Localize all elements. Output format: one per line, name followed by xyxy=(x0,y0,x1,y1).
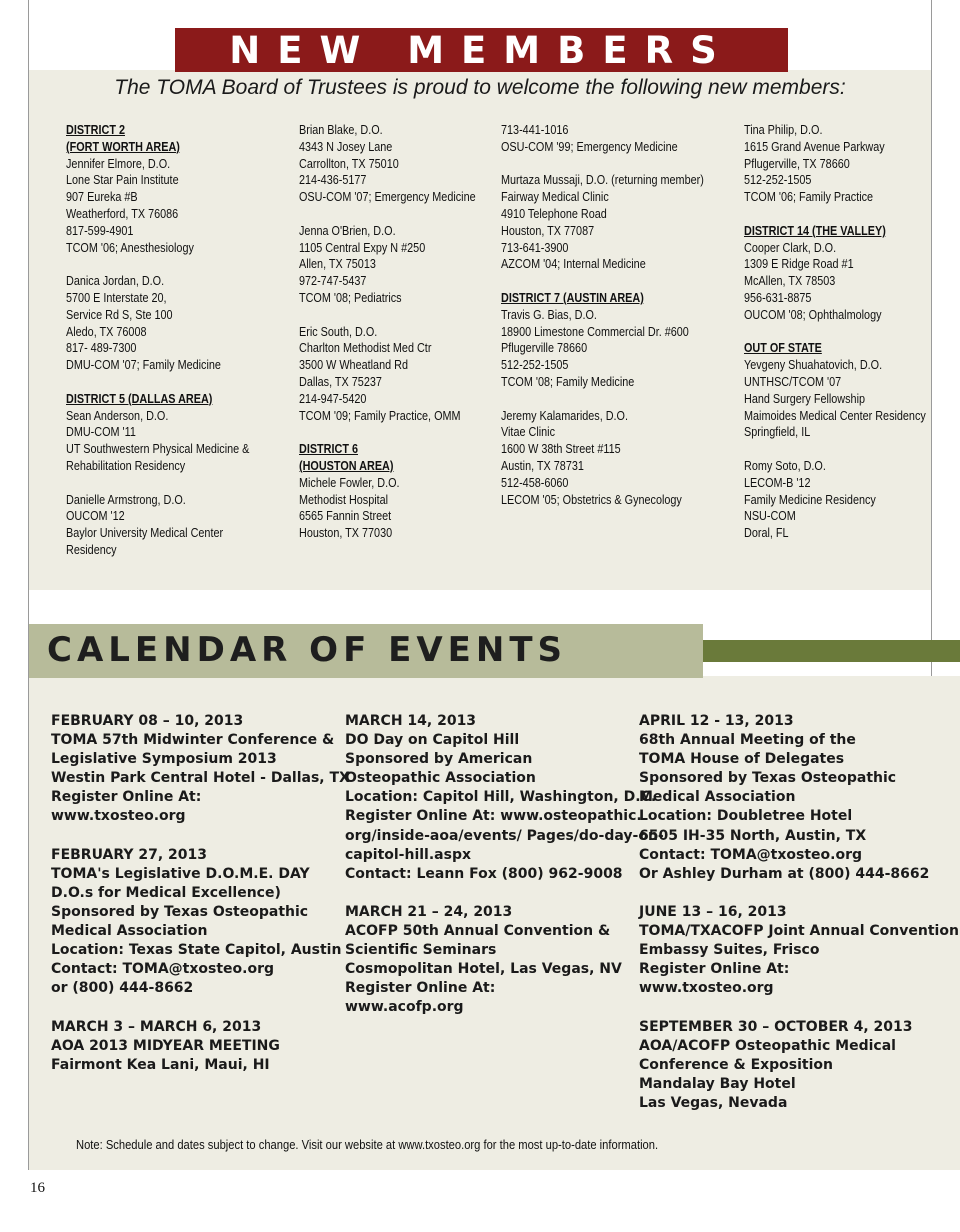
event-line: Conference & Exposition xyxy=(639,1056,834,1073)
spacer xyxy=(66,374,249,391)
event-line: JUNE 13 – 16, 2013 xyxy=(639,903,787,920)
spacer xyxy=(299,206,476,223)
event-line: Register Online At: xyxy=(51,789,202,806)
calendar-note: Note: Schedule and dates subject to change. Visit our website at www.txosteo.org for the most up-to-date information. xyxy=(76,1137,659,1152)
member-line: UT Southwestern Physical Medicine & xyxy=(66,442,250,457)
member-line: OUCOM '08; Ophthalmology xyxy=(744,307,882,322)
new-members-subtitle: The TOMA Board of Trustees is proud to welcome the following new members: xyxy=(114,76,846,99)
member-line: DMU-COM '07; Family Medicine xyxy=(66,358,221,373)
member-line: Sean Anderson, D.O. xyxy=(66,408,169,423)
member-line: Charlton Methodist Med Ctr xyxy=(299,341,432,356)
new-members-banner: NEW MEMBERS xyxy=(175,28,788,72)
event-line: TOMA's Legislative D.O.M.E. DAY xyxy=(51,865,310,882)
member-line: TCOM '09; Family Practice, OMM xyxy=(299,408,461,423)
member-line: Dallas, TX 75237 xyxy=(299,374,382,389)
member-line: Eric South, D.O. xyxy=(299,324,378,339)
spacer xyxy=(639,998,959,1017)
spacer xyxy=(501,391,704,408)
event-line: MARCH 3 – MARCH 6, 2013 xyxy=(51,1018,262,1035)
spacer xyxy=(345,884,664,903)
new-members-column-1 xyxy=(66,122,249,559)
district-heading: (FORT WORTH AREA) xyxy=(66,139,180,154)
member-line: 1105 Central Expy N #250 xyxy=(299,240,426,255)
member-line: 512-252-1505 xyxy=(501,358,569,373)
spacer xyxy=(51,827,350,846)
spacer xyxy=(501,273,704,290)
event-line: Location: Texas State Capitol, Austin xyxy=(51,942,342,959)
event-line: Medical Association xyxy=(51,923,208,940)
event-line: FEBRUARY 08 – 10, 2013 xyxy=(51,713,244,729)
event-line: Register Online At: xyxy=(345,980,496,997)
event-line: Sponsored by American xyxy=(345,751,533,768)
event-line: Osteopathic Association xyxy=(345,770,536,787)
member-line: Travis G. Bias, D.O. xyxy=(501,307,597,322)
event-line: TOMA House of Delegates xyxy=(639,751,845,768)
member-line: AZCOM '04; Internal Medicine xyxy=(501,257,646,272)
district-heading: OUT OF STATE xyxy=(744,341,822,356)
member-line: Jeremy Kalamarides, D.O. xyxy=(501,408,628,423)
event-line: TOMA 57th Midwinter Conference & xyxy=(51,732,335,749)
event-line: MARCH 21 – 24, 2013 xyxy=(345,903,513,920)
member-line: Michele Fowler, D.O. xyxy=(299,475,400,490)
event-line: Medical Association xyxy=(639,789,796,806)
district-heading: DISTRICT 14 (THE VALLEY) xyxy=(744,223,886,238)
event-line: capitol-hill.aspx xyxy=(345,846,471,863)
member-line: LECOM '05; Obstetrics & Gynecology xyxy=(501,492,682,507)
spacer xyxy=(501,156,704,173)
member-line: 512-252-1505 xyxy=(744,173,812,188)
member-line: 6565 Fannin Street xyxy=(299,509,392,524)
member-line: TCOM '08; Family Medicine xyxy=(501,374,635,389)
member-line: Springfield, IL xyxy=(744,425,811,440)
member-line: Weatherford, TX 76086 xyxy=(66,206,179,221)
district-heading: DISTRICT 5 (DALLAS AREA) xyxy=(66,391,213,406)
calendar-column-3 xyxy=(639,712,959,1113)
event-line: AOA 2013 MIDYEAR MEETING xyxy=(51,1037,280,1054)
event-line: Register Online At: www.osteopathic. xyxy=(345,808,642,825)
event-line: Contact: TOMA@txosteo.org xyxy=(639,846,863,863)
event-line: APRIL 12 - 13, 2013 xyxy=(639,713,794,729)
spacer xyxy=(51,998,350,1017)
member-line: 956-631-8875 xyxy=(744,290,812,305)
member-line: 4343 N Josey Lane xyxy=(299,139,393,154)
calendar-column-1 xyxy=(51,712,350,1075)
district-heading: (HOUSTON AREA) xyxy=(299,458,394,473)
event-line: Location: Doubletree Hotel xyxy=(639,808,853,825)
member-line: 214-947-5420 xyxy=(299,391,367,406)
member-line: 713-641-3900 xyxy=(501,240,569,255)
member-line: 1309 E Ridge Road #1 xyxy=(744,257,854,272)
district-heading: DISTRICT 6 xyxy=(299,442,358,457)
district-heading: DISTRICT 2 xyxy=(66,123,125,137)
member-line: 214-436-5177 xyxy=(299,173,367,188)
spacer xyxy=(639,884,959,903)
event-line: Westin Park Central Hotel - Dallas, TX xyxy=(51,770,350,787)
member-line: Tina Philip, D.O. xyxy=(744,123,823,137)
calendar-accent-stripe xyxy=(703,640,960,662)
member-line: Service Rd S, Ste 100 xyxy=(66,307,173,322)
event-line: FEBRUARY 27, 2013 xyxy=(51,846,208,863)
event-line: or (800) 444-8662 xyxy=(51,980,194,997)
spacer xyxy=(299,307,476,324)
member-line: OSU-COM '99; Emergency Medicine xyxy=(501,139,678,154)
district-heading: DISTRICT 7 (AUSTIN AREA) xyxy=(501,290,644,305)
member-line: Danica Jordan, D.O. xyxy=(66,274,165,289)
member-line: Aledo, TX 76008 xyxy=(66,324,147,339)
member-line: TCOM '06; Anesthesiology xyxy=(66,240,194,255)
member-line: Houston, TX 77030 xyxy=(299,526,393,541)
member-line: 18900 Limestone Commercial Dr. #600 xyxy=(501,324,689,339)
event-line: DO Day on Capitol Hill xyxy=(345,732,520,749)
spacer xyxy=(744,441,926,458)
member-line: 1600 W 38th Street #115 xyxy=(501,442,621,457)
event-line: Mandalay Bay Hotel xyxy=(639,1075,796,1092)
member-line: Fairway Medical Clinic xyxy=(501,190,609,205)
member-line: TCOM '08; Pediatrics xyxy=(299,290,402,305)
member-line: Austin, TX 78731 xyxy=(501,458,584,473)
event-line: TOMA/TXACOFP Joint Annual Convention xyxy=(639,923,959,940)
member-line: Baylor University Medical Center xyxy=(66,526,224,541)
spacer xyxy=(744,324,926,341)
member-line: Pflugerville, TX 78660 xyxy=(744,156,850,171)
member-line: 972-747-5437 xyxy=(299,274,367,289)
new-members-column-4 xyxy=(744,122,926,542)
member-line: Danielle Armstrong, D.O. xyxy=(66,492,186,507)
calendar-title: CALENDAR OF EVENTS xyxy=(47,630,568,670)
spacer xyxy=(66,475,249,492)
event-line: Register Online At: xyxy=(639,961,790,978)
event-line: www.txosteo.org xyxy=(639,980,774,997)
event-line: Contact: TOMA@txosteo.org xyxy=(51,961,275,978)
member-line: OUCOM '12 xyxy=(66,509,125,524)
member-line: 713-441-1016 xyxy=(501,123,569,137)
spacer xyxy=(66,256,249,273)
event-line: Contact: Leann Fox (800) 962-9008 xyxy=(345,865,623,882)
event-line: org/inside-aoa/events/ Pages/do-day-on- xyxy=(345,827,664,844)
member-line: Pflugerville 78660 xyxy=(501,341,588,356)
member-line: Carrollton, TX 75010 xyxy=(299,156,399,171)
member-line: TCOM '06; Family Practice xyxy=(744,190,874,205)
member-line: Jennifer Elmore, D.O. xyxy=(66,156,171,171)
member-line: 817- 489-7300 xyxy=(66,341,137,356)
member-line: Family Medicine Residency xyxy=(744,492,876,507)
member-line: 512-458-6060 xyxy=(501,475,569,490)
member-line: 817-599-4901 xyxy=(66,223,134,238)
member-line: Houston, TX 77087 xyxy=(501,223,595,238)
event-line: 6505 IH-35 North, Austin, TX xyxy=(639,827,867,844)
member-line: Allen, TX 75013 xyxy=(299,257,376,272)
event-line: MARCH 14, 2013 xyxy=(345,713,477,729)
member-line: Methodist Hospital xyxy=(299,492,389,507)
member-line: 5700 E Interstate 20, xyxy=(66,290,167,305)
event-line: Embassy Suites, Frisco xyxy=(639,942,820,959)
event-line: AOA/ACOFP Osteopathic Medical xyxy=(639,1037,896,1054)
event-line: www.acofp.org xyxy=(345,999,464,1016)
member-line: DMU-COM '11 xyxy=(66,425,136,440)
member-line: 3500 W Wheatland Rd xyxy=(299,358,408,373)
member-line: Yevgeny Shuahatovich, D.O. xyxy=(744,358,883,373)
event-line: Legislative Symposium 2013 xyxy=(51,751,277,768)
member-line: Residency xyxy=(66,542,117,557)
event-line: Sponsored by Texas Osteopathic xyxy=(51,903,309,920)
member-line: Hand Surgery Fellowship xyxy=(744,391,866,406)
member-line: Murtaza Mussaji, D.O. (returning member) xyxy=(501,173,704,188)
calendar-column-2 xyxy=(345,712,664,1018)
member-line: Romy Soto, D.O. xyxy=(744,458,826,473)
event-line: www.txosteo.org xyxy=(51,808,186,825)
event-line: Location: Capitol Hill, Washington, D.C. xyxy=(345,789,657,806)
member-line: 4910 Telephone Road xyxy=(501,206,607,221)
member-line: Cooper Clark, D.O. xyxy=(744,240,837,255)
member-line: Maimoides Medical Center Residency xyxy=(744,408,926,423)
event-line: Fairmont Kea Lani, Maui, HI xyxy=(51,1056,270,1073)
member-line: Lone Star Pain Institute xyxy=(66,173,179,188)
member-line: NSU-COM xyxy=(744,509,796,524)
page-number: 16 xyxy=(30,1180,45,1196)
member-line: OSU-COM '07; Emergency Medicine xyxy=(299,190,476,205)
event-line: Las Vegas, Nevada xyxy=(639,1094,788,1111)
member-line: LECOM-B '12 xyxy=(744,475,811,490)
event-line: Or Ashley Durham at (800) 444-8662 xyxy=(639,865,930,882)
member-line: UNTHSC/TCOM '07 xyxy=(744,374,842,389)
event-line: 68th Annual Meeting of the xyxy=(639,732,856,749)
event-line: SEPTEMBER 30 – OCTOBER 4, 2013 xyxy=(639,1018,913,1035)
member-line: McAllen, TX 78503 xyxy=(744,274,836,289)
new-members-column-2 xyxy=(299,122,476,542)
member-line: Vitae Clinic xyxy=(501,425,555,440)
member-line: 907 Eureka #B xyxy=(66,190,138,205)
new-members-column-3 xyxy=(501,122,704,508)
event-line: Scientific Seminars xyxy=(345,942,497,959)
event-line: ACOFP 50th Annual Convention & xyxy=(345,923,611,940)
event-line: D.O.s for Medical Excellence) xyxy=(51,884,281,901)
spacer xyxy=(744,206,926,223)
member-line: 1615 Grand Avenue Parkway xyxy=(744,139,885,154)
member-line: Brian Blake, D.O. xyxy=(299,123,383,137)
event-line: Sponsored by Texas Osteopathic xyxy=(639,770,897,787)
member-line: Jenna O'Brien, D.O. xyxy=(299,223,396,238)
member-line: Doral, FL xyxy=(744,526,789,541)
member-line: Rehabilitation Residency xyxy=(66,458,186,473)
event-line: Cosmopolitan Hotel, Las Vegas, NV xyxy=(345,961,622,978)
spacer xyxy=(299,424,476,441)
